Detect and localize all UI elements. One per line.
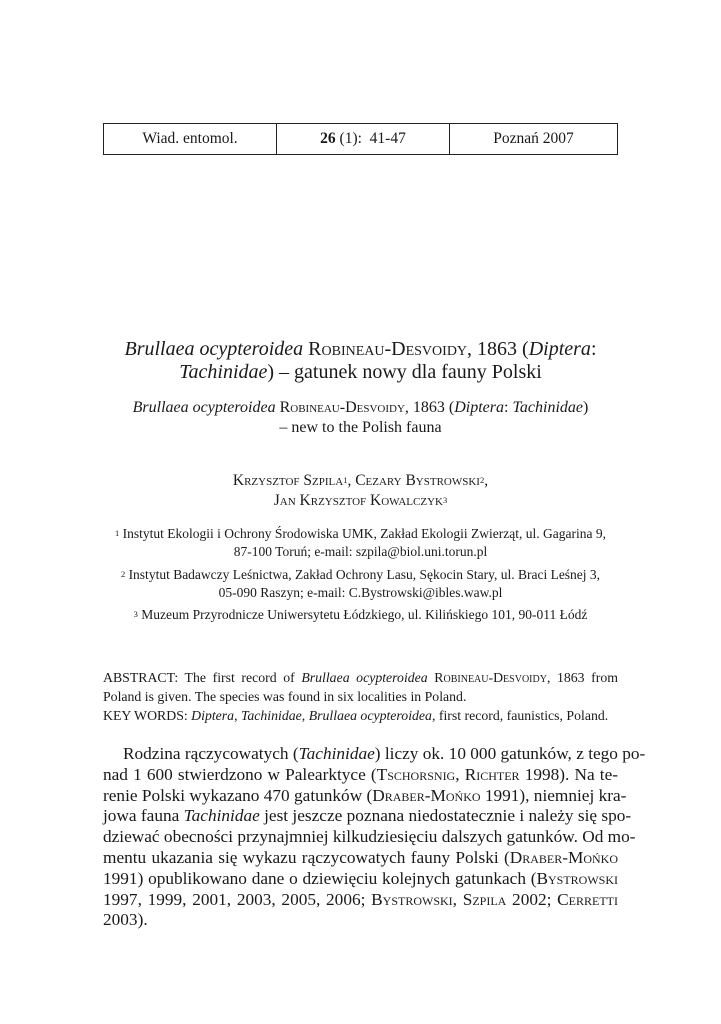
body-text-run: mentu ukazania się wykazu rączycowatych fauny Polski ( [103,847,510,867]
body-citation-author: Bystrowski [371,889,453,909]
body-text-run: ) liczy ok. 10 000 gatunków, z tego po- [374,744,646,763]
abstract-species: Brullaea ocypteroidea [301,670,428,685]
body-text-run: jest jeszcze poznana niedostatecznie i należy się spo- [259,806,632,826]
affiliation-1-sup: 1 [115,528,120,538]
keyword-1: Diptera [191,708,235,723]
en-title-rest: – new to the Polish fauna [279,418,442,436]
keyword-sep-1: , [234,708,241,723]
body-text-run: 2002; [506,889,558,909]
author-2-sup: 2 [479,475,485,485]
place-year: Poznań 2007 [493,130,574,147]
abstract [103,669,618,706]
keywords [103,707,618,726]
title-rest: ) – gatunek nowy dla fauny Polski [267,361,542,383]
affiliation-1-line1: Instytut Ekologii i Ochrony Środowiska UMK, Zakład Ekologii Zwierząt, ul. Gagarina 9, [122,526,606,541]
author-2: Cezary Bystrowski [355,472,480,489]
body-citation-author: Bystrowski [536,868,618,888]
body-line-6 [103,848,618,869]
keyword-2: Tachinidae [240,708,302,723]
body-text-run: nad 1 600 stwierdzono w Palearktyce ( [103,764,377,784]
author-1: Krzysztof Szpila [232,472,344,489]
body-citation-author: Draber-Mońko [372,785,481,805]
en-title-species-author: Robineau-Desvoidy [279,399,405,416]
affiliation-3 [0,606,721,624]
title-year: , 1863 ( [467,338,529,360]
body-citation-author: Richter [464,764,520,784]
abstract-text-b: , 1863 from Poland is given. The species was found in six localities in Poland. [103,670,618,704]
body-citation-author: Cerretti [557,889,619,909]
keywords-label: KEY WORDS: [103,708,188,723]
body-line-3 [103,785,627,807]
volume-number: 26 [320,130,336,147]
title-family: Tachinidae [179,361,268,383]
body-line-7 [103,869,618,890]
body-italic-run: Tachinidae [183,806,260,826]
body-citation-author: Tschorsnig [376,764,456,784]
body-line-1 [103,744,646,765]
author-3-sup: 3 [442,495,448,505]
affiliation-3-sup: 3 [133,609,138,619]
article-title-polish [0,338,721,384]
journal-name: Wiad. entomol. [142,130,238,147]
place-year-cell [450,124,617,154]
body-citation-author: Draber-Mońko [509,847,618,867]
affiliation-2 [0,566,721,602]
abstract-text-a: The first record of [178,670,302,685]
body-citation-author: Szpila [462,889,507,909]
en-title-family: Tachinidae [512,399,583,416]
body-text-run: 1991) opublikowano dane o dziewięciu kolejnych gatunkach ( [103,868,537,888]
body-text-run: Rodzina rączycowatych ( [123,744,299,763]
body-text-run: renie Polski wykazano 470 gatunków ( [103,785,373,805]
en-title-species: Brullaea ocypteroidea [132,399,276,416]
author-1-sup: 1 [343,475,348,485]
body-line-5 [103,827,636,848]
affiliation-3-line1: Muzeum Przyrodnicze Uniwersytetu Łódzkiego, ul. Kilińskiego 101, 90-011 Łódź [141,607,588,622]
affiliation-2-line2: 05-090 Raszyn; e-mail: C.Bystrowski@ibles.waw.pl [218,585,503,600]
body-text-run: jowa fauna [103,806,184,826]
body-text-run: 1997, 1999, 2001, 2003, 2005, 2006; [103,889,372,909]
abstract-label: ABSTRACT: [103,670,179,685]
title-order: Diptera [528,338,591,360]
keyword-sep-2: , [301,708,309,723]
journal-header-box [103,123,618,155]
body-line-8 [103,890,618,911]
en-title-close: ) [583,399,589,416]
affiliation-2-sup: 2 [120,569,126,579]
body-line-2 [103,765,618,786]
body-text-run: 1998). Na te- [519,764,618,784]
author-3: Jan Krzysztof Kowalczyk [273,492,443,509]
body-line-9 [103,910,618,931]
body-text-run: 2003). [103,910,148,930]
body-text-run: dziewać obecności przynajmniej kilkudziesięciu dalszych gatunków. Od mo- [103,827,636,847]
author-list: Krzysztof Szpila$^1$, Cezary Bystrowski$^2$, Jan Krzysztof Kowalczyk$^3$ [232,472,489,509]
en-title-order: Diptera [454,399,505,416]
body-line-4 [103,806,632,827]
journal-name-cell [104,124,277,154]
title-species-author: Robineau-Desvoidy [308,338,468,360]
body-text-run: , [452,889,463,909]
body-italic-run: Tachinidae [298,744,375,763]
body-text-run: 1991), niemniej kra- [480,785,627,805]
affiliation-2-line1: Instytut Badawczy Leśnictwa, Zakład Ochrony Lasu, Sękocin Stary, ul. Braci Leśnej 3, [128,567,601,582]
en-title-year: , 1863 ( [404,399,455,416]
body-text-run: , [455,764,465,784]
abstract-author: Robineau-Desvoidy [434,670,547,685]
affiliation-1-line2: 87-100 Toruń; e-mail: szpila@biol.uni.torun.pl [233,544,488,559]
title-colon: : [590,338,597,360]
en-title-colon: : [504,399,513,416]
affiliation-1 [0,525,721,561]
title-species: Brullaea ocypteroidea [124,338,304,360]
article-title-english [0,398,721,437]
keywords-rest: , first record, faunistics, Poland. [431,708,609,723]
volume-cell [277,124,450,154]
body-paragraph [103,744,646,931]
issue-pages: (1): 41-47 [335,130,406,147]
keyword-3: Brullaea ocypteroidea [308,708,432,723]
